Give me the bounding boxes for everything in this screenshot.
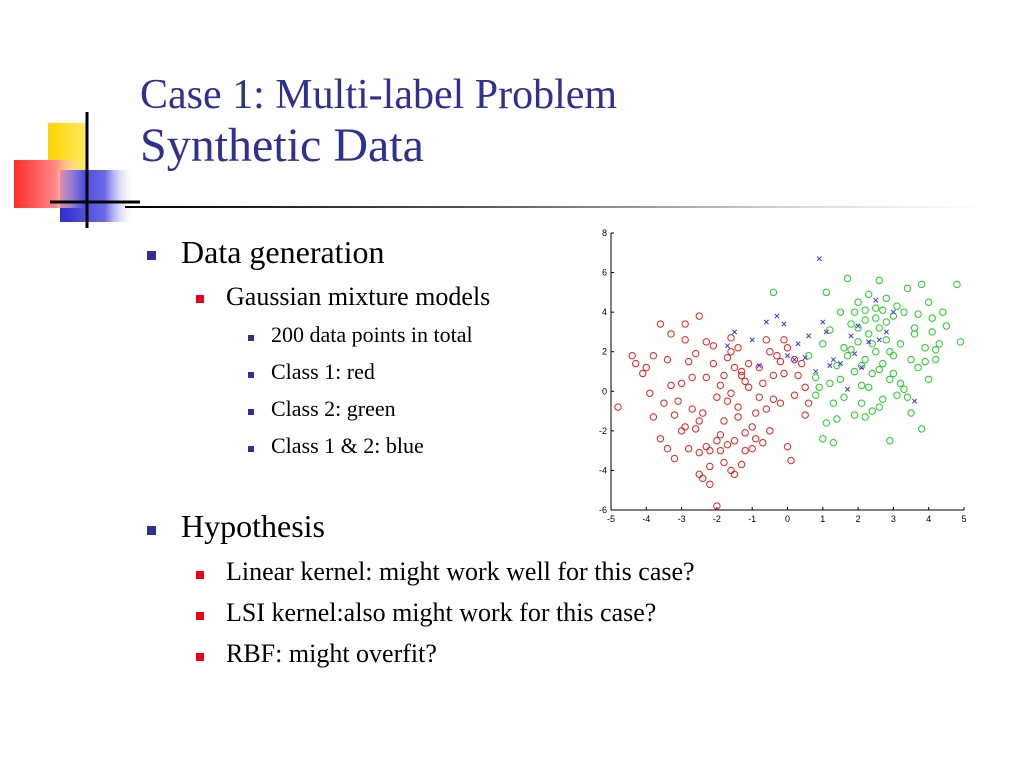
data-point-circle bbox=[915, 364, 921, 370]
data-point-x bbox=[874, 298, 878, 302]
data-point-circle bbox=[865, 384, 871, 390]
title-divider bbox=[125, 206, 985, 208]
data-point-circle bbox=[926, 299, 932, 305]
data-point-circle bbox=[770, 372, 776, 378]
data-point-circle bbox=[696, 313, 702, 319]
data-point-circle bbox=[777, 358, 783, 364]
data-point-circle bbox=[823, 289, 829, 295]
data-point-circle bbox=[887, 438, 893, 444]
scatter-chart bbox=[592, 222, 982, 534]
data-point-circle bbox=[643, 364, 649, 370]
data-point-circle bbox=[760, 440, 766, 446]
slide-title bbox=[140, 70, 617, 172]
data-point-circle bbox=[943, 323, 949, 329]
data-point-circle bbox=[904, 285, 910, 291]
data-point-circle bbox=[837, 376, 843, 382]
data-point-circle bbox=[876, 404, 882, 410]
x-tick-label: 0 bbox=[784, 514, 791, 524]
data-point-circle bbox=[640, 370, 646, 376]
bullet-class-1-and-2: Class 1 & 2: blue bbox=[271, 433, 424, 458]
bullet-hypothesis: Hypothesis bbox=[181, 508, 325, 544]
data-point-x bbox=[785, 353, 789, 357]
data-point-circle bbox=[714, 394, 720, 400]
data-point-circle bbox=[693, 350, 699, 356]
data-point-circle bbox=[657, 321, 663, 327]
y-tick-label: -6 bbox=[598, 505, 607, 515]
data-point-circle bbox=[841, 345, 847, 351]
data-point-circle bbox=[693, 426, 699, 432]
data-point-circle bbox=[781, 337, 787, 343]
bullet-marker-level3 bbox=[248, 446, 254, 452]
bullet-rbf: RBF: might overfit? bbox=[226, 639, 437, 668]
data-point-circle bbox=[703, 374, 709, 380]
data-point-circle bbox=[774, 352, 780, 358]
data-point-circle bbox=[820, 436, 826, 442]
bullet-gaussian-mixture: Gaussian mixture models bbox=[226, 282, 491, 311]
data-point-circle bbox=[922, 358, 928, 364]
data-point-circle bbox=[873, 349, 879, 355]
data-point-circle bbox=[858, 400, 864, 406]
data-point-circle bbox=[696, 418, 702, 424]
y-tick-label: 6 bbox=[601, 267, 607, 278]
data-point-x bbox=[831, 357, 835, 361]
data-point-circle bbox=[813, 374, 819, 380]
data-point-circle bbox=[650, 352, 656, 358]
data-point-circle bbox=[742, 378, 748, 384]
data-point-circle bbox=[682, 424, 688, 430]
data-point-circle bbox=[887, 376, 893, 382]
data-point-circle bbox=[862, 356, 868, 362]
data-point-circle bbox=[717, 447, 723, 453]
data-point-circle bbox=[865, 291, 871, 297]
data-point-circle bbox=[915, 311, 921, 317]
data-point-circle bbox=[894, 392, 900, 398]
data-point-circle bbox=[823, 420, 829, 426]
data-point-x bbox=[817, 257, 821, 261]
y-tick-label: -4 bbox=[598, 465, 607, 476]
bullet-linear-kernel: Linear kernel: might work well for this case? bbox=[226, 557, 695, 586]
x-tick-label: 1 bbox=[820, 514, 826, 524]
bullet-class-1: Class 1: red bbox=[271, 359, 375, 384]
data-point-circle bbox=[731, 471, 737, 477]
data-point-circle bbox=[668, 382, 674, 388]
data-point-circle bbox=[721, 418, 727, 424]
data-point-circle bbox=[760, 380, 766, 386]
data-point-circle bbox=[865, 331, 871, 337]
data-point-circle bbox=[675, 398, 681, 404]
data-point-circle bbox=[883, 337, 889, 343]
data-point-circle bbox=[894, 303, 900, 309]
bullet-class-2: Class 2: green bbox=[271, 396, 396, 421]
data-point-circle bbox=[954, 281, 960, 287]
data-point-circle bbox=[841, 394, 847, 400]
data-point-circle bbox=[707, 481, 713, 487]
data-point-circle bbox=[742, 447, 748, 453]
data-point-x bbox=[912, 399, 916, 403]
data-point-circle bbox=[735, 404, 741, 410]
data-point-circle bbox=[714, 438, 720, 444]
data-point-circle bbox=[749, 445, 755, 451]
data-point-circle bbox=[887, 349, 893, 355]
bullet-marker-level1 bbox=[147, 251, 156, 260]
y-tick-label: 8 bbox=[601, 228, 607, 238]
data-point-circle bbox=[929, 315, 935, 321]
data-point-circle bbox=[689, 406, 695, 412]
data-point-x bbox=[782, 322, 786, 326]
data-point-circle bbox=[731, 364, 737, 370]
data-point-circle bbox=[869, 370, 875, 376]
x-tick-label: 5 bbox=[961, 514, 967, 524]
data-point-circle bbox=[707, 447, 713, 453]
data-point-circle bbox=[883, 295, 889, 301]
data-point-circle bbox=[738, 461, 744, 467]
data-point-circle bbox=[848, 321, 854, 327]
bullet-data-points: 200 data points in total bbox=[271, 322, 473, 347]
data-point-circle bbox=[717, 382, 723, 388]
data-point-x bbox=[806, 334, 810, 338]
bullet-marker-level3 bbox=[248, 409, 254, 415]
data-point-circle bbox=[671, 455, 677, 461]
data-point-circle bbox=[890, 370, 896, 376]
data-point-circle bbox=[855, 299, 861, 305]
data-point-circle bbox=[703, 443, 709, 449]
data-point-x bbox=[821, 320, 825, 324]
data-point-circle bbox=[770, 289, 776, 295]
x-tick-label: -4 bbox=[642, 514, 651, 524]
bullet-marker-level1 bbox=[147, 526, 156, 535]
data-point-x bbox=[884, 330, 888, 334]
data-point-x bbox=[796, 342, 800, 346]
title-line-1: Case 1: Multi-label Problem bbox=[140, 72, 618, 118]
data-point-circle bbox=[784, 345, 790, 351]
data-point-circle bbox=[813, 392, 819, 398]
data-point-circle bbox=[940, 309, 946, 315]
data-point-circle bbox=[816, 384, 822, 390]
bullet-lsi-kernel: LSI kernel:also might work for this case? bbox=[226, 598, 657, 627]
x-tick-label: 2 bbox=[855, 514, 861, 524]
data-point-circle bbox=[802, 412, 808, 418]
data-point-circle bbox=[873, 315, 879, 321]
data-point-circle bbox=[880, 360, 886, 366]
data-point-circle bbox=[837, 309, 843, 315]
data-point-circle bbox=[756, 394, 762, 400]
data-point-circle bbox=[657, 436, 663, 442]
data-point-circle bbox=[795, 372, 801, 378]
data-point-circle bbox=[873, 305, 879, 311]
data-point-x bbox=[849, 334, 853, 338]
data-point-circle bbox=[615, 404, 621, 410]
data-point-circle bbox=[724, 442, 730, 448]
data-point-circle bbox=[802, 384, 808, 390]
data-point-circle bbox=[876, 325, 882, 331]
data-point-x bbox=[750, 338, 754, 342]
data-point-circle bbox=[876, 366, 882, 372]
data-point-circle bbox=[858, 382, 864, 388]
y-tick-label: 0 bbox=[601, 386, 607, 397]
data-point-x bbox=[775, 314, 779, 318]
data-point-circle bbox=[869, 408, 875, 414]
bullet-marker-level2 bbox=[196, 571, 204, 579]
bullet-data-generation: Data generation bbox=[181, 234, 385, 270]
y-tick-label: 2 bbox=[601, 346, 607, 357]
data-point-circle bbox=[918, 281, 924, 287]
data-point-circle bbox=[767, 349, 773, 355]
data-point-circle bbox=[901, 309, 907, 315]
data-point-circle bbox=[650, 414, 656, 420]
data-point-circle bbox=[904, 394, 910, 400]
bullet-marker-level3 bbox=[248, 372, 254, 378]
data-point-circle bbox=[770, 396, 776, 402]
data-point-circle bbox=[728, 467, 734, 473]
data-point-circle bbox=[629, 352, 635, 358]
data-point-circle bbox=[851, 368, 857, 374]
data-point-circle bbox=[855, 339, 861, 345]
data-point-circle bbox=[647, 390, 653, 396]
data-point-circle bbox=[830, 400, 836, 406]
data-point-circle bbox=[933, 356, 939, 362]
data-point-circle bbox=[685, 358, 691, 364]
data-point-circle bbox=[830, 440, 836, 446]
data-point-circle bbox=[661, 400, 667, 406]
y-tick-label: -2 bbox=[598, 425, 607, 436]
data-point-circle bbox=[957, 339, 963, 345]
data-point-circle bbox=[633, 360, 639, 366]
data-point-circle bbox=[798, 360, 804, 366]
data-point-circle bbox=[700, 475, 706, 481]
data-point-circle bbox=[844, 275, 850, 281]
data-point-circle bbox=[933, 347, 939, 353]
data-point-x bbox=[814, 369, 818, 373]
data-point-circle bbox=[685, 445, 691, 451]
data-point-circle bbox=[784, 443, 790, 449]
data-point-circle bbox=[749, 424, 755, 430]
data-point-circle bbox=[731, 438, 737, 444]
data-point-circle bbox=[791, 392, 797, 398]
data-point-circle bbox=[805, 400, 811, 406]
data-point-circle bbox=[908, 410, 914, 416]
data-point-circle bbox=[742, 430, 748, 436]
data-point-circle bbox=[682, 337, 688, 343]
data-point-circle bbox=[901, 386, 907, 392]
x-tick-label: -3 bbox=[677, 514, 686, 524]
data-point-circle bbox=[922, 345, 928, 351]
data-point-x bbox=[852, 351, 856, 355]
data-point-circle bbox=[707, 463, 713, 469]
data-point-circle bbox=[890, 352, 896, 358]
data-point-x bbox=[891, 310, 895, 314]
data-point-circle bbox=[862, 307, 868, 313]
data-point-circle bbox=[827, 380, 833, 386]
data-point-circle bbox=[897, 341, 903, 347]
data-point-x bbox=[845, 387, 849, 391]
data-point-circle bbox=[678, 380, 684, 386]
data-point-circle bbox=[908, 356, 914, 362]
x-tick-label: 4 bbox=[926, 514, 932, 524]
data-point-circle bbox=[710, 343, 716, 349]
x-tick-label: 3 bbox=[890, 514, 896, 524]
data-point-circle bbox=[918, 426, 924, 432]
data-point-x bbox=[877, 338, 881, 342]
data-point-circle bbox=[880, 396, 886, 402]
data-point-circle bbox=[717, 432, 723, 438]
data-point-circle bbox=[724, 354, 730, 360]
data-point-circle bbox=[678, 428, 684, 434]
x-tick-label: -5 bbox=[606, 514, 616, 524]
x-tick-label: -1 bbox=[748, 514, 757, 524]
data-point-circle bbox=[777, 400, 783, 406]
data-point-circle bbox=[936, 341, 942, 347]
data-point-circle bbox=[735, 345, 741, 351]
data-point-circle bbox=[710, 360, 716, 366]
data-point-circle bbox=[781, 370, 787, 376]
data-point-circle bbox=[668, 331, 674, 337]
data-point-circle bbox=[767, 428, 773, 434]
data-point-circle bbox=[883, 319, 889, 325]
data-point-circle bbox=[753, 436, 759, 442]
data-point-circle bbox=[929, 329, 935, 335]
data-point-circle bbox=[728, 390, 734, 396]
data-point-circle bbox=[862, 414, 868, 420]
bullet-marker-level2 bbox=[196, 612, 204, 620]
data-point-circle bbox=[763, 406, 769, 412]
data-point-circle bbox=[788, 457, 794, 463]
y-tick-label: 4 bbox=[601, 307, 607, 318]
data-point-circle bbox=[851, 309, 857, 315]
title-line-2: Synthetic Data bbox=[140, 119, 424, 172]
data-point-circle bbox=[728, 335, 734, 341]
data-point-circle bbox=[820, 341, 826, 347]
data-point-circle bbox=[696, 471, 702, 477]
data-point-circle bbox=[880, 307, 886, 313]
x-tick-label: -2 bbox=[712, 514, 721, 524]
data-point-x bbox=[732, 330, 736, 334]
data-point-circle bbox=[862, 317, 868, 323]
data-point-x bbox=[828, 363, 832, 367]
data-point-circle bbox=[745, 384, 751, 390]
data-point-circle bbox=[721, 459, 727, 465]
data-point-circle bbox=[738, 372, 744, 378]
data-point-circle bbox=[682, 321, 688, 327]
data-point-x bbox=[725, 344, 729, 348]
data-point-circle bbox=[696, 449, 702, 455]
bullet-marker-level2 bbox=[196, 653, 204, 661]
data-point-circle bbox=[753, 410, 759, 416]
data-point-circle bbox=[724, 398, 730, 404]
data-point-x bbox=[792, 357, 796, 361]
data-point-circle bbox=[745, 360, 751, 366]
data-point-circle bbox=[664, 356, 670, 362]
data-point-circle bbox=[728, 349, 734, 355]
data-point-circle bbox=[664, 445, 670, 451]
data-point-circle bbox=[844, 352, 850, 358]
data-point-circle bbox=[700, 410, 706, 416]
data-point-circle bbox=[703, 339, 709, 345]
data-point-circle bbox=[851, 412, 857, 418]
data-point-circle bbox=[735, 414, 741, 420]
data-point-circle bbox=[926, 376, 932, 382]
data-point-circle bbox=[897, 380, 903, 386]
bullet-marker-level3 bbox=[248, 335, 254, 341]
bullet-marker-level2 bbox=[196, 295, 204, 303]
data-point-circle bbox=[671, 412, 677, 418]
data-point-circle bbox=[834, 416, 840, 422]
data-point-circle bbox=[876, 277, 882, 283]
data-point-circle bbox=[763, 337, 769, 343]
data-point-circle bbox=[689, 374, 695, 380]
data-point-x bbox=[764, 320, 768, 324]
data-point-circle bbox=[721, 372, 727, 378]
